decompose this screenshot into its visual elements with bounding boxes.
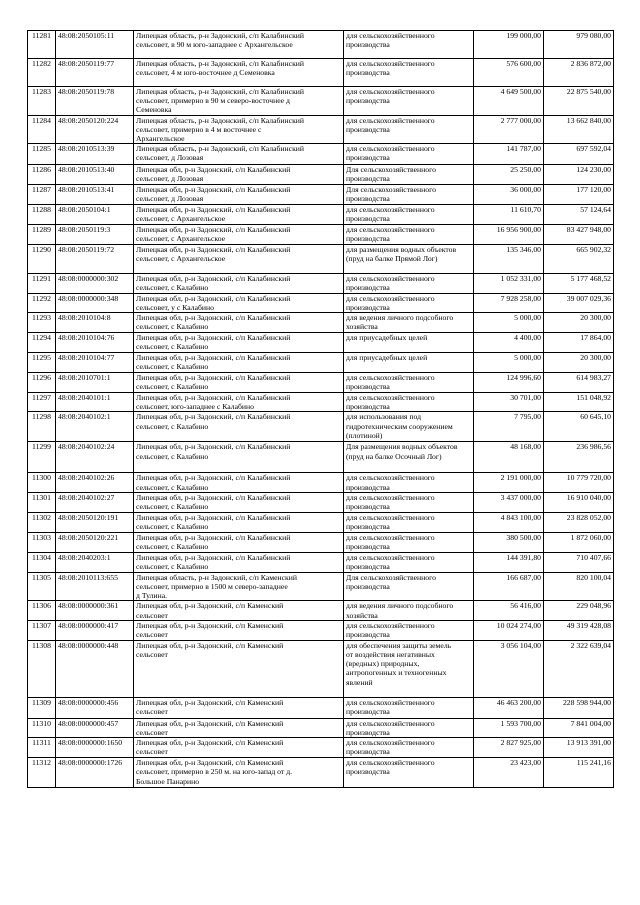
value-1-cell: 46 463 200,00 [474,697,544,718]
table-row [28,572,614,601]
value-1-cell: 11 610,70 [474,205,544,225]
land-use-cell: Для сельскохозяйственного производства [344,185,474,205]
table-row [28,185,614,205]
table-row [28,225,614,245]
value-1-cell: 4 400,00 [474,333,544,353]
value-1-cell: 135 346,00 [474,245,544,274]
address-cell: Липецкая обл, р-н Задонский, с/п Калабинский сельсовет, с Калабино [134,512,344,532]
cadastral-number: 48:08:2010104:8 [56,313,134,333]
address-cell: Липецкая обл, р-н Задонский, с/п Калабинский сельсовет, с Калабино [134,473,344,492]
value-1-cell: 1 593 700,00 [474,718,544,737]
cadastral-number: 48:08:2050105:11 [56,31,134,59]
cadastral-number: 48:08:0000000:417 [56,620,134,640]
value-2-cell: 177 120,00 [544,185,614,205]
table-body [28,31,614,788]
land-use-cell: для сельскохозяйственного производства [344,144,474,165]
table-row [28,473,614,492]
row-number: 11288 [28,205,56,225]
land-use-cell: для сельскохозяйственного производства [344,225,474,245]
value-2-cell: 2 322 639,04 [544,640,614,697]
row-number: 11307 [28,620,56,640]
address-cell: Липецкая область, р-н Задонский, с/п Каменский сельсовет, примерно в 1500 м северо-западнее д Тулина. [134,572,344,601]
table-row [28,293,614,312]
address-cell: Липецкая обл, р-н Задонский, с/п Калабинский сельсовет, с Калабино [134,274,344,293]
cadastral-number: 48:08:0000000:361 [56,601,134,620]
cadastral-number: 48:08:0000000:457 [56,718,134,737]
row-number: 11310 [28,718,56,737]
land-use-cell: для сельскохозяйственного производства [344,274,474,293]
value-1-cell: 3 437 000,00 [474,492,544,512]
row-number: 11295 [28,353,56,373]
value-1-cell: 166 687,00 [474,572,544,601]
cadastral-number: 48:08:2010513:39 [56,144,134,165]
value-1-cell: 380 500,00 [474,532,544,552]
table-row [28,758,614,788]
address-cell: Липецкая обл, р-н Задонский, с/п Калабинский сельсовет, д Лозовая [134,165,344,185]
value-1-cell: 10 024 274,00 [474,620,544,640]
row-number: 11282 [28,59,56,87]
value-2-cell: 710 407,66 [544,552,614,572]
row-number: 11292 [28,293,56,312]
row-number: 11293 [28,313,56,333]
table-row [28,697,614,718]
land-use-cell: для ведения личного подсобного хозяйства [344,313,474,333]
land-plots-table [27,30,614,788]
value-1-cell: 199 000,00 [474,31,544,59]
value-2-cell: 115 241,16 [544,758,614,788]
land-use-cell: для сельскохозяйственного производства [344,205,474,225]
row-number: 11306 [28,601,56,620]
land-use-cell: для сельскохозяйственного производства [344,532,474,552]
value-2-cell: 2 836 872,00 [544,59,614,87]
value-2-cell: 10 779 720,00 [544,473,614,492]
land-use-cell: Для сельскохозяйственного производства [344,165,474,185]
address-cell: Липецкая обл, р-н Задонский, с/п Калабинский сельсовет, с Калабино [134,333,344,353]
cadastral-number: 48:08:0000000:348 [56,293,134,312]
value-2-cell: 820 100,04 [544,572,614,601]
address-cell: Липецкая обл, р-н Задонский, с/п Каменский сельсовет, примерно в 250 м. на юго-запад от д. Большое Панарино [134,758,344,788]
value-1-cell: 3 056 104,00 [474,640,544,697]
value-1-cell: 36 000,00 [474,185,544,205]
table-row [28,373,614,393]
cadastral-number: 48:08:2050104:1 [56,205,134,225]
table-row [28,393,614,412]
land-use-cell: для сельскохозяйственного производства [344,87,474,116]
land-use-cell: для сельскохозяйственного производства [344,59,474,87]
address-cell: Липецкая область, р-н Задонский, с/п Калабинский сельсовет, примерно в 90 м северо-восточнее д Семеновка [134,87,344,116]
cadastral-number: 48:08:2050120:224 [56,115,134,144]
address-cell: Липецкая обл, р-н Задонский, с/п Калабинский сельсовет, с Калабино [134,492,344,512]
land-use-cell: для сельскохозяйственного производства [344,512,474,532]
row-number: 11297 [28,393,56,412]
value-1-cell: 25 250,00 [474,165,544,185]
table-row [28,353,614,373]
value-2-cell: 614 983,27 [544,373,614,393]
value-1-cell: 141 787,00 [474,144,544,165]
value-2-cell: 7 841 004,00 [544,718,614,737]
table-row [28,532,614,552]
value-1-cell: 2 777 000,00 [474,115,544,144]
row-number: 11305 [28,572,56,601]
cadastral-number: 48:08:0000000:1650 [56,738,134,758]
value-1-cell: 4 649 500,00 [474,87,544,116]
row-number: 11284 [28,115,56,144]
address-cell: Липецкая обл, р-н Задонский, с/п Калабинский сельсовет, у с Калабино [134,293,344,312]
address-cell: Липецкая обл, р-н Задонский, с/п Каменский сельсовет [134,718,344,737]
cadastral-number: 48:08:2040102:24 [56,442,134,473]
row-number: 11302 [28,512,56,532]
table-row [28,552,614,572]
land-use-cell: для сельскохозяйственного производства [344,115,474,144]
cadastral-number: 48:08:2010513:41 [56,185,134,205]
value-2-cell: 22 875 540,00 [544,87,614,116]
row-number: 11281 [28,31,56,59]
value-1-cell: 124 996,60 [474,373,544,393]
address-cell: Липецкая обл, р-н Задонский, с/п Каменский сельсовет [134,738,344,758]
address-cell: Липецкая обл, р-н Задонский, с/п Калабинский сельсовет, с Калабино [134,313,344,333]
row-number: 11291 [28,274,56,293]
table-row [28,313,614,333]
row-number: 11309 [28,697,56,718]
land-use-cell: для сельскохозяйственного производства [344,552,474,572]
value-2-cell: 20 300,00 [544,313,614,333]
cadastral-number: 48:08:0000000:448 [56,640,134,697]
cadastral-number: 48:08:2010701:1 [56,373,134,393]
address-cell: Липецкая обл, р-н Задонский, с/п Калабинский сельсовет, с Калабино [134,412,344,442]
land-use-cell: для приусадебных целей [344,333,474,353]
address-cell: Липецкая обл, р-н Задонский, с/п Калабинский сельсовет, с Калабино [134,442,344,473]
table-row [28,87,614,116]
value-2-cell: 16 910 040,00 [544,492,614,512]
address-cell: Липецкая обл, р-н Задонский, с/п Каменский сельсовет [134,640,344,697]
value-1-cell: 7 928 258,00 [474,293,544,312]
value-2-cell: 229 048,96 [544,601,614,620]
cadastral-number: 48:08:2040102:27 [56,492,134,512]
table-row [28,620,614,640]
value-2-cell: 57 124,64 [544,205,614,225]
value-1-cell: 5 000,00 [474,313,544,333]
cadastral-number: 48:08:0000000:456 [56,697,134,718]
cadastral-number: 48:08:0000000:1726 [56,758,134,788]
address-cell: Липецкая область, р-н Задонский, с/п Калабинский сельсовет, примерно в 4 м восточнее с Архангельское [134,115,344,144]
address-cell: Липецкая обл, р-н Задонский, с/п Каменский сельсовет [134,620,344,640]
value-2-cell: 39 007 029,36 [544,293,614,312]
land-use-cell: для сельскохозяйственного производства [344,718,474,737]
value-2-cell: 60 645,10 [544,412,614,442]
value-2-cell: 13 913 391,00 [544,738,614,758]
row-number: 11290 [28,245,56,274]
cadastral-number: 48:08:2010113:655 [56,572,134,601]
row-number: 11300 [28,473,56,492]
row-number: 11312 [28,758,56,788]
cadastral-number: 48:08:2050120:191 [56,512,134,532]
address-cell: Липецкая обл, р-н Задонский, с/п Калабинский сельсовет, с Архангельское [134,225,344,245]
address-cell: Липецкая обл, р-н Задонский, с/п Каменский сельсовет [134,697,344,718]
address-cell: Липецкая обл, р-н Задонский, с/п Калабинский сельсовет, с Калабино [134,373,344,393]
address-cell: Липецкая область, р-н Задонский, с/п Калабинский сельсовет, 4 м юго-восточнее д Семеновка [134,59,344,87]
cadastral-number: 48:08:2050119:3 [56,225,134,245]
table-row [28,442,614,473]
land-use-cell: для использования под гидротехническим сооружением (плотиной) [344,412,474,442]
table-row [28,718,614,737]
value-1-cell: 48 168,00 [474,442,544,473]
address-cell: Липецкая обл, р-н Задонский, с/п Калабинский сельсовет, д Лозовая [134,185,344,205]
land-use-cell: для сельскохозяйственного производства [344,473,474,492]
land-use-cell: для ведения личного подсобного хозяйства [344,601,474,620]
address-cell: Липецкая обл, р-н Задонский, с/п Калабинский сельсовет, с Архангельское [134,205,344,225]
row-number: 11296 [28,373,56,393]
value-2-cell: 17 864,00 [544,333,614,353]
table-row [28,31,614,59]
value-1-cell: 4 843 100,00 [474,512,544,532]
value-1-cell: 16 956 900,00 [474,225,544,245]
row-number: 11289 [28,225,56,245]
address-cell: Липецкая обл, р-н Задонский, с/п Калабинский сельсовет, юго-западнее с Калабино [134,393,344,412]
address-cell: Липецкая обл, р-н Задонский, с/п Калабинский сельсовет, с Архангельское [134,245,344,274]
value-2-cell: 697 592,04 [544,144,614,165]
row-number: 11301 [28,492,56,512]
land-use-cell: для размещения водных объектов (пруд на балке Прямой Лог) [344,245,474,274]
value-2-cell: 13 662 840,00 [544,115,614,144]
land-use-cell: для сельскохозяйственного производства [344,31,474,59]
cadastral-number: 48:08:2010104:76 [56,333,134,353]
table-row [28,333,614,353]
table-row [28,245,614,274]
value-2-cell: 1 872 060,00 [544,532,614,552]
table-row [28,640,614,697]
table-row [28,738,614,758]
address-cell: Липецкая обл, р-н Задонский, с/п Каменский сельсовет [134,601,344,620]
row-number: 11304 [28,552,56,572]
value-1-cell: 2 191 000,00 [474,473,544,492]
land-use-cell: для сельскохозяйственного производства [344,758,474,788]
table-row [28,412,614,442]
value-2-cell: 236 986,56 [544,442,614,473]
value-2-cell: 151 048,92 [544,393,614,412]
value-1-cell: 576 600,00 [474,59,544,87]
cadastral-number: 48:08:2040102:1 [56,412,134,442]
land-use-cell: для сельскохозяйственного производства [344,620,474,640]
table-row [28,205,614,225]
cadastral-number: 48:08:2050119:72 [56,245,134,274]
cadastral-number: 48:08:2010104:77 [56,353,134,373]
cadastral-number: 48:08:2050120:221 [56,532,134,552]
address-cell: Липецкая область, р-н Задонский, с/п Калабинский сельсовет, д Лозовая [134,144,344,165]
land-use-cell: для сельскохозяйственного производства [344,697,474,718]
cadastral-number: 48:08:2040102:26 [56,473,134,492]
cadastral-number: 48:08:2010513:40 [56,165,134,185]
cadastral-number: 48:08:2040203:1 [56,552,134,572]
value-1-cell: 2 827 925,00 [474,738,544,758]
table-row [28,59,614,87]
value-2-cell: 228 598 944,00 [544,697,614,718]
value-2-cell: 83 427 948,00 [544,225,614,245]
value-1-cell: 144 391,80 [474,552,544,572]
table-row [28,115,614,144]
cadastral-number: 48:08:0000000:302 [56,274,134,293]
land-use-cell: для сельскохозяйственного производства [344,738,474,758]
address-cell: Липецкая область, р-н Задонский, с/п Калабинский сельсовет, в 90 м юго-западнее с Архангельское [134,31,344,59]
value-1-cell: 7 795,00 [474,412,544,442]
row-number: 11285 [28,144,56,165]
value-2-cell: 5 177 468,52 [544,274,614,293]
land-use-cell: для сельскохозяйственного производства [344,492,474,512]
row-number: 11303 [28,532,56,552]
address-cell: Липецкая обл, р-н Задонский, с/п Калабинский сельсовет, с Калабино [134,353,344,373]
value-2-cell: 124 230,00 [544,165,614,185]
row-number: 11286 [28,165,56,185]
address-cell: Липецкая обл, р-н Задонский, с/п Калабинский сельсовет, с Калабино [134,532,344,552]
table-row [28,274,614,293]
table-row [28,165,614,185]
row-number: 11299 [28,442,56,473]
table-row [28,144,614,165]
value-2-cell: 20 300,00 [544,353,614,373]
value-2-cell: 23 828 052,00 [544,512,614,532]
cadastral-number: 48:08:2050119:77 [56,59,134,87]
land-use-cell: для сельскохозяйственного производства [344,373,474,393]
land-use-cell: Для размещения водных объектов (пруд на балке Осочный Лог) [344,442,474,473]
row-number: 11283 [28,87,56,116]
land-use-cell: для приусадебных целей [344,353,474,373]
value-1-cell: 1 052 331,00 [474,274,544,293]
value-1-cell: 5 000,00 [474,353,544,373]
land-use-cell: Для сельскохозяйственного производства [344,572,474,601]
value-2-cell: 665 902,32 [544,245,614,274]
table-row [28,492,614,512]
row-number: 11294 [28,333,56,353]
table-row [28,601,614,620]
land-use-cell: для сельскохозяйственного производства [344,293,474,312]
value-1-cell: 30 701,00 [474,393,544,412]
value-2-cell: 49 319 428,08 [544,620,614,640]
cadastral-number: 48:08:2040101:1 [56,393,134,412]
row-number: 11311 [28,738,56,758]
cadastral-number: 48:08:2050119:78 [56,87,134,116]
value-2-cell: 979 080,00 [544,31,614,59]
value-1-cell: 56 416,00 [474,601,544,620]
address-cell: Липецкая обл, р-н Задонский, с/п Калабинский сельсовет, с Калабино [134,552,344,572]
value-1-cell: 23 423,00 [474,758,544,788]
land-use-cell: для сельскохозяйственного производства [344,393,474,412]
table-row [28,512,614,532]
row-number: 11287 [28,185,56,205]
land-use-cell: для обеспечения защиты земель от воздействия негативных (вредных) природных, антропогенных и техногенных явлений [344,640,474,697]
row-number: 11308 [28,640,56,697]
row-number: 11298 [28,412,56,442]
